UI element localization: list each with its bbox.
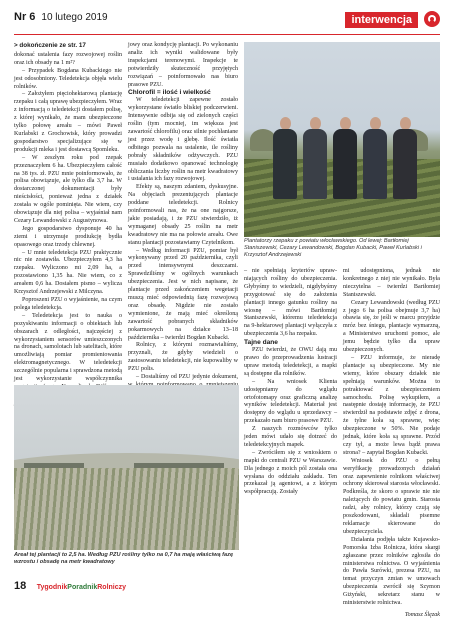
paragraph: Jego gospodarstwo dysponuje 40 ha ziemi i utrzymuje prodiukcję bydła opasowego oraz trzody chlewnej.: [14, 225, 122, 248]
paragraph: jowy oraz kondycję plantacji. Po wykonaniu analiz ich wyniki walidowane były inspekcjami terenowymi. Inspekcje te potwierdziły skuteczność przyjętych rozwiązań – poinformowało nas biuro prasowe PZU.: [128, 42, 238, 88]
paragraph: Efekty są, naszym zdaniem, dyskusyjne. Na objęciach prezentujących plantacje poddane teledetekcji. Rolnicy poinformowali nas, że na one najgorsze, jakie posiadają, i że PZU stwierdziło, iż wymaganej obsady 25 roślin na metr kwadratowy nie ma na połowie areału. Owe stanu plantacji pozostawiamy Czytelnikom.: [128, 184, 238, 246]
page-header: [0, 0, 454, 38]
section-badge: interwencja: [345, 12, 418, 28]
header-rule: [14, 34, 440, 35]
subheading: Tajne dane: [244, 339, 278, 347]
article-column-1: [14, 42, 122, 408]
paragraph: Działania podjęła także Kujawsko-Pomorska Izba Rolnicza, która skargi zgłaszane przez rolników zgłosiła do ministerstwa rolnictwa. O wyjaśnienia do Pawła Surówki, prezesa PZU, na temat przyczyn zmian w umowach ubezpieczenia zwrócił się Szymon Giżyński, sekretarz stanu w ministerstwie rolnictwa.: [343, 536, 440, 607]
paragraph: dokonać ustalenia fazy rozwojowej roślin oraz ich obsady na 1 m²?: [14, 51, 122, 66]
paragraph: – Według informacji PZU, pomiar był wykonywany przed 20 października, czyli przed intensywnymi deszczami. Sprawdziliśmy w ogólnych warunkach ubezpieczenia. Jest w nich napisane, że plantacje przed zakończeniem wegetacji muszą mieć odpowiednią fazę rozwojową oraz obsadę. Nigdzie nie zostało wymienione, że mają mieć określoną zawartość pobranych składników pokarmowych na działce 13–18 października – twierdzi Bogdan Kubacki.: [128, 247, 238, 341]
paragraph: – PZU informuje, że nieradę plantacje są ubezpieczone. My nie wiemy, które obszary działek nie spełniają warunków. Można to potraktować z ubezpieczeniem samochodu. Polisę wykupiłem, a następnie dostaję informację, że PZU stwierdził na podstawie zdjęć z drona, że tylne koła są sprawne, więc ubezpieczone w 50%. Nie podaje jednak, które koła są sprawne. Przód czy tył, a może lewa bądź prawa strona? – zapytał Bogdan Kubacki.: [343, 354, 440, 456]
paragraph: – Założyłem pięciohektarową plantację rzepaku i całą uprawę ubezpieczyłem. Wraz z informacją o teledetekcji dostałem polisę, z której wynikało, że mam ubezpieczone tylko połowę areału – mówi Paweł Kurlabski z Grochowisk, który prowadzi gospodarstwo specjalizujące się w produkcji mleka i jest dostawcą Spomleku.: [14, 91, 122, 153]
paragraph: – nie spełniają kryteriów upraw-niających rośliny do ubezpieczenia. Głybyśmy to wiedzieli, nigdybyśmy przygotować się do założenia plantacji innego gatunku rośliny na wiosnę – mówi Bartłomiej Staniszewski, któremu teledetekcja na 9-hektarowej plantacji wyłączyła z ubezpieczenia 3,6 ha rzepaku.: [244, 268, 337, 338]
paragraph: – Dostaliśmy od PZU jedynie dokument,: [136, 374, 238, 381]
paragraph: W teledetekcji zapewne zostało wykorzystane światło bliskiej podczerwieni. Intensywnie odbija się od zielonych części roślin (tym mocniej, im większa jest zawartość chlorofilu) oraz silnie pochłaniane jest przez wodę i glebę. Ilość światła odbitego pozwala na ustalenie, ile rośliny pobrały składników odżywczych. PZU musiało dodatkowo opanować technologię obliczania liczby roślin na metr kwadratowy i ustalania ich fazy rozwojowej.: [128, 97, 238, 183]
paragraph: Cezary Lewandowski (według PZU z jego 6 ha polisa obejmuje 3,7 ha) obawia się, że jeśli w marcu przyjdzie mróz bez śniegu, plantacje wymarzną, a Ministerstwo uruchomi pomoc, ale jemu będzie tylko dla upraw ubezpieczonych.: [343, 299, 440, 354]
page-footer: [14, 576, 126, 590]
issue-info: [14, 11, 108, 23]
subheading: Chlorofil = ilość i wielkość: [128, 89, 211, 97]
interwencja-logo-icon: [424, 11, 440, 27]
continuation-note: > dokończenie ze str. 17: [14, 42, 86, 49]
page-number: 18: [14, 580, 27, 592]
issue-number: Nr 6: [14, 11, 36, 23]
paragraph: – Zwróciłem się z wnioskiem o mapki do centrali PZU w Warszawie. Dla jednego z moich pól została ona wysłana do oddziału zakładu. Ten przekazał ją agentowi, a z którym współpracują. Zostały: [244, 449, 337, 496]
farmers-group-photo: [244, 42, 440, 237]
issue-date: 10 lutego 2019: [41, 12, 108, 23]
paragraph: – Przypadek Bogdana Kubackiego nie jest odosobniony. Teledetekcja objęła wielu rolników.: [14, 67, 122, 90]
paragraph: – Teledetekcja jest to nauka o pozyskiwaniu informacji o obiektach lub obszarach z odległości, najczęściej z wykorzystaniem sensorów umieszczonych na dronach, samolotach lub satelitach, które umożliwiają pomiar promieniowania elektromagnetycznego. W teledetekcji szczególnie popularna i sprawdzona metodą jest wykorzystanie współczynnika: [14, 312, 122, 383]
paragraph: Poproszeni PZU o wyjaśnienie, na czym polega teledetekcja.: [14, 297, 122, 311]
article-column-3: [244, 268, 337, 497]
paragraph: PZU twierdzi, że OWU dają mu prawo do przeprowadzenia lustracji upraw metodą teledetekcji, a mapki są dostępne dla rolników.: [244, 347, 337, 377]
paragraph: Wniosek do PZU o pełną weryfikację prowadzonych działań oraz zapewnienie rolnikom właściwej ochrony skierował starosta włocławski. Podkreśla, że skoro o sprawie nie nie należących do powiatu gmin. Starosta radzi, aby rolnicy, którzy czują się poszkodowani, składali pisemne reklamacje skierowane do ubezpieczyciela.: [343, 457, 440, 535]
photo-caption: Plantatorzy rzepaku z powiatu włocławskiego. Od lewej: Bartłomiej Staniszewski, Cezary Lewandowski, Bogdan Kubacki, Paweł Kurlabski i Krzysztof Andrzejewski: [244, 238, 422, 258]
article-column-2: [128, 42, 238, 406]
paragraph: – U mnie teledetekcja PZU praktycznie nic nie zostawiła. Ubezpieczyłem 4,3 ha rzepaku. Wyliczono mi 2,09 ha, a pozostawiono 1,35 ha. Nie wiem, co z areałem 0,6 ha. Dostałem pismo – wylicza Krzysztof Andrzejewski z Milczyna.: [14, 249, 122, 296]
article-column-4: [343, 268, 440, 620]
rapeseed-field-photo: [14, 385, 239, 550]
paragraph: – Na wniosek Klienta udostępniamy do wglądu ortofotomapy oraz graficzną analizę wyników teledetekcji. Materiał jest dostępny do wglądu u sprzedawcy – przekazało nam biuro prasowe PZU.: [244, 378, 337, 425]
paragraph: mi udostępniona, jednak nie konkretnego z niej nie wynikało. Była nieczytelna – twierdzi Bartłomiej Staniszewski.: [343, 268, 440, 298]
paragraph: – W zeszłym roku pod rzepak przeznaczyłem 6 ha. Ubezpieczyłem całość na 38 tys. zł. PZU mnie poinformowało, że polisa obowiązuje, ale tylko dla 3,7 ha. W dostarczonej dokumentacji były nieścisłości, ponieważ jedna z działek została w ogóle pominięta. Nie wiem, czy obowiązuje dla niej polisa – wyjaśniał nam Cezary Lewandowski z Augustynowa.: [14, 154, 122, 224]
author-byline: Tomasz Ślęzak: [404, 611, 440, 618]
photo-caption: Areał tej plantacji to 2,5 ha. Według PZU rośliny tylko na 0,7 ha mają właściwą fazę wzrostu i obsadę na metr kwadratowy: [14, 552, 234, 565]
publication-logo: TygodnikPoradnikRolniczy: [36, 584, 127, 591]
paragraph: Z naszych rozmówców tylko jeden mówi udało się dotrzeć do teledetekcyjnych mapek.: [244, 426, 337, 448]
paragraph: Rolnicy, z którymi rozmawialiśmy, przyznali, że gdyby wiedzieli o zastosowaniu teledetekcji, nie kupowaliby w PZU polis.: [128, 342, 238, 373]
